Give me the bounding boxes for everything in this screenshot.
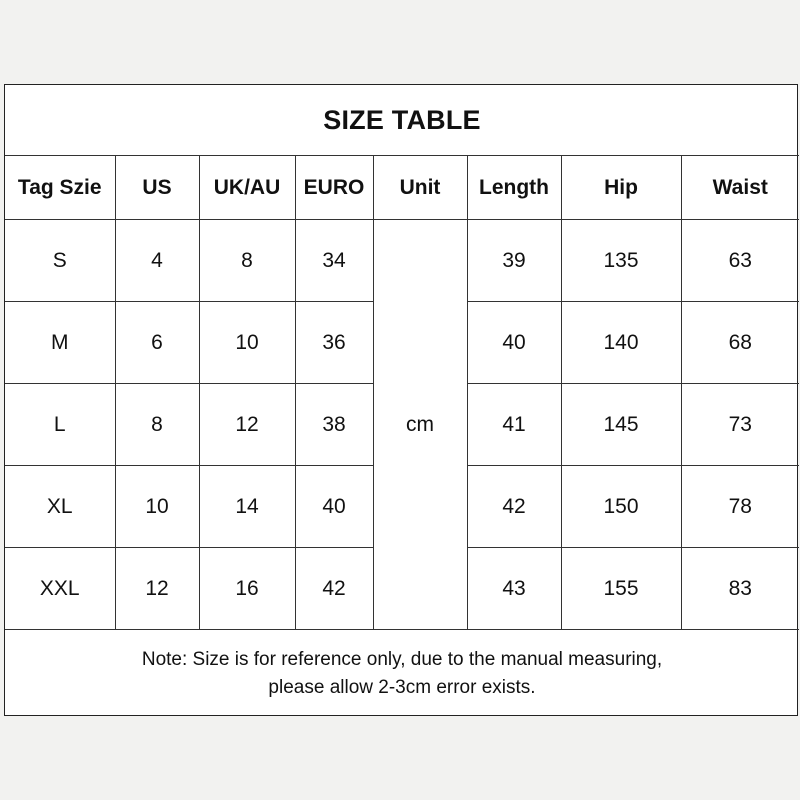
header-euro: EURO — [295, 156, 373, 220]
cell-uk-au: 12 — [199, 384, 295, 466]
cell-unit: cm — [373, 220, 467, 630]
cell-uk-au: 10 — [199, 302, 295, 384]
cell-euro: 40 — [295, 466, 373, 548]
cell-euro: 42 — [295, 548, 373, 630]
cell-euro: 36 — [295, 302, 373, 384]
cell-tag-size: XXL — [5, 548, 115, 630]
cell-us: 8 — [115, 384, 199, 466]
size-table — [5, 85, 799, 718]
cell-tag-size: XL — [5, 466, 115, 548]
size-note — [5, 630, 799, 719]
cell-tag-size: M — [5, 302, 115, 384]
header-hip: Hip — [561, 156, 681, 220]
header-unit: Unit — [373, 156, 467, 220]
cell-euro: 38 — [295, 384, 373, 466]
cell-length: 41 — [467, 384, 561, 466]
cell-us: 6 — [115, 302, 199, 384]
cell-uk-au: 16 — [199, 548, 295, 630]
cell-uk-au: 8 — [199, 220, 295, 302]
cell-length: 42 — [467, 466, 561, 548]
cell-waist: 78 — [681, 466, 799, 548]
cell-tag-size: L — [5, 384, 115, 466]
cell-length: 43 — [467, 548, 561, 630]
size-table-sheet — [4, 84, 798, 716]
cell-hip: 135 — [561, 220, 681, 302]
note-line-2: please allow 2-3cm error exists. — [268, 677, 536, 698]
table-title: SIZE TABLE — [5, 85, 799, 156]
table-row — [5, 220, 799, 302]
cell-us: 10 — [115, 466, 199, 548]
header-uk-au: UK/AU — [199, 156, 295, 220]
cell-hip: 140 — [561, 302, 681, 384]
header-row — [5, 156, 799, 220]
cell-length: 39 — [467, 220, 561, 302]
cell-tag-size: S — [5, 220, 115, 302]
cell-us: 4 — [115, 220, 199, 302]
cell-us: 12 — [115, 548, 199, 630]
cell-hip: 155 — [561, 548, 681, 630]
cell-waist: 63 — [681, 220, 799, 302]
cell-waist: 83 — [681, 548, 799, 630]
header-length: Length — [467, 156, 561, 220]
cell-euro: 34 — [295, 220, 373, 302]
cell-hip: 145 — [561, 384, 681, 466]
header-tag-size: Tag Szie — [5, 156, 115, 220]
cell-length: 40 — [467, 302, 561, 384]
cell-waist: 68 — [681, 302, 799, 384]
cell-hip: 150 — [561, 466, 681, 548]
cell-uk-au: 14 — [199, 466, 295, 548]
note-row — [5, 630, 799, 719]
note-line-1: Note: Size is for reference only, due to the manual measuring, — [141, 649, 663, 670]
cell-waist: 73 — [681, 384, 799, 466]
header-us: US — [115, 156, 199, 220]
title-row — [5, 85, 799, 156]
header-waist: Waist — [681, 156, 799, 220]
